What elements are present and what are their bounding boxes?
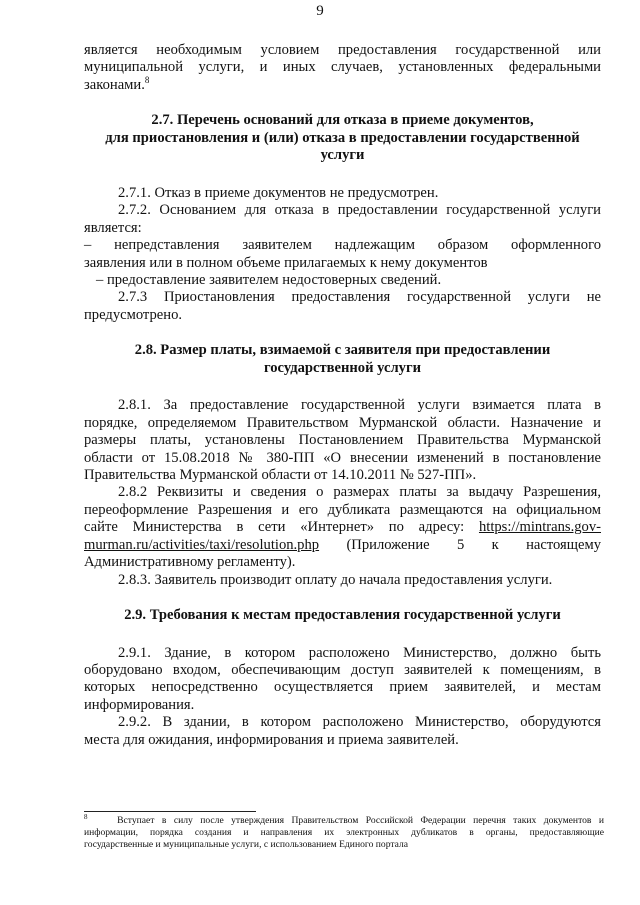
text-line: является необходимым условием предоставления государственной или [84, 42, 601, 58]
footnote [84, 812, 605, 851]
text-line: является: [84, 219, 142, 236]
footnote-separator [84, 811, 256, 812]
text-line: размеры платы, установлены Постановлением Правительства Мурманской [84, 432, 601, 449]
footnote-line: государственные и муниципальные услуги, с использованием Единого портала [84, 839, 409, 850]
text-line: которых непосредственно осуществляется прием заявителей, и местам [84, 679, 601, 696]
text-line: муниципальной услуги, и иных случаев, установленных федеральными [84, 59, 601, 76]
text-span: законами. [84, 76, 145, 93]
text-line: порядке, определяемом Правительством Мурманской области. Назначение и [84, 414, 601, 431]
text-span: сайте Министерства в сети «Интернет» по адресу: [84, 519, 465, 536]
top-paragraph [84, 42, 601, 94]
section-2-8 [84, 342, 601, 589]
text-line [84, 537, 601, 554]
text-line: переоформление Разрешения и его дубликата размещаются на официальном [84, 501, 601, 518]
resolution-link[interactable]: https://mintrans.gov- [478, 519, 601, 536]
text-line: информирования. [84, 696, 195, 713]
paragraph: 2.7.1. Отказ в приеме документов не предусмотрен. [118, 185, 439, 201]
section-2-7 [84, 112, 601, 324]
resolution-link[interactable]: murman.ru/activities/taxi/resolution.php [84, 536, 320, 553]
section-heading: государственной услуги [263, 359, 422, 376]
paragraph: 2.8.3. Заявитель производит оплату до начала предоставления услуги. [118, 571, 553, 588]
footnote-reference[interactable]: 8 [144, 74, 150, 85]
section-2-9 [84, 607, 601, 749]
section-heading: для приостановления и (или) отказа в предоставлении государственной [105, 129, 580, 146]
text-span: Вступает в силу после утверждения Правительством Российской Федерации перечня таких документов и [117, 815, 605, 826]
text-line: Административному регламенту). [84, 554, 296, 571]
footnote-mark: 8 [84, 812, 88, 821]
text-line: 2.7.3 Приостановления предоставления государственной услуги не [118, 289, 601, 306]
text-line: заявления или в полном объеме прилагаемых к нему документов [84, 254, 488, 271]
text-line: предусмотрено. [84, 306, 183, 323]
text-line: области от 15.08.2018 № 380-ПП «О внесении изменений в постановление [84, 449, 601, 466]
section-heading: 2.9. Требования к местам предоставления государственной услуги [124, 606, 561, 623]
list-item: – непредставления заявителем надлежащим образом оформленного [84, 237, 601, 254]
text-line: 2.8.2 Реквизиты и сведения о размерах платы за выдачу Разрешения, [118, 484, 601, 501]
text-line: оборудовано входом, обеспечивающим доступ заявителей к помещениям, в [84, 661, 601, 678]
document-body [84, 42, 601, 749]
text-line: Правительства Мурманской области от 14.10.2011 № 527-ПП». [84, 467, 477, 484]
section-heading: 2.7. Перечень оснований для отказа в приеме документов, [151, 112, 534, 129]
text-line [84, 74, 601, 94]
text-line: 2.7.2. Основанием для отказа в предоставлении государственной услуги [118, 202, 601, 219]
text-line [84, 519, 601, 536]
text-line: 2.9.1. Здание, в котором расположено Министерство, должно быть [118, 644, 601, 661]
page-number: 9 [316, 3, 324, 19]
text-line: 2.9.2. В здании, в котором расположено Министерство, оборудуются [118, 714, 601, 731]
section-heading: услуги [320, 147, 365, 164]
section-heading: 2.8. Размер платы, взимаемой с заявителя при предоставлении [134, 342, 551, 359]
footnote-line: информации, порядка создания и направления их электронных дубликатов в органы, предоставляющие [84, 827, 604, 838]
text-line: 2.8.1. За предоставление государственной услуги взимается плата в [118, 397, 601, 414]
footnote-line [84, 812, 605, 827]
text-span: (Приложение 5 к настоящему [346, 536, 601, 553]
list-item: – предоставление заявителем недостоверных сведений. [96, 272, 442, 289]
text-line: места для ожидания, информирования и приема заявителей. [84, 731, 459, 748]
